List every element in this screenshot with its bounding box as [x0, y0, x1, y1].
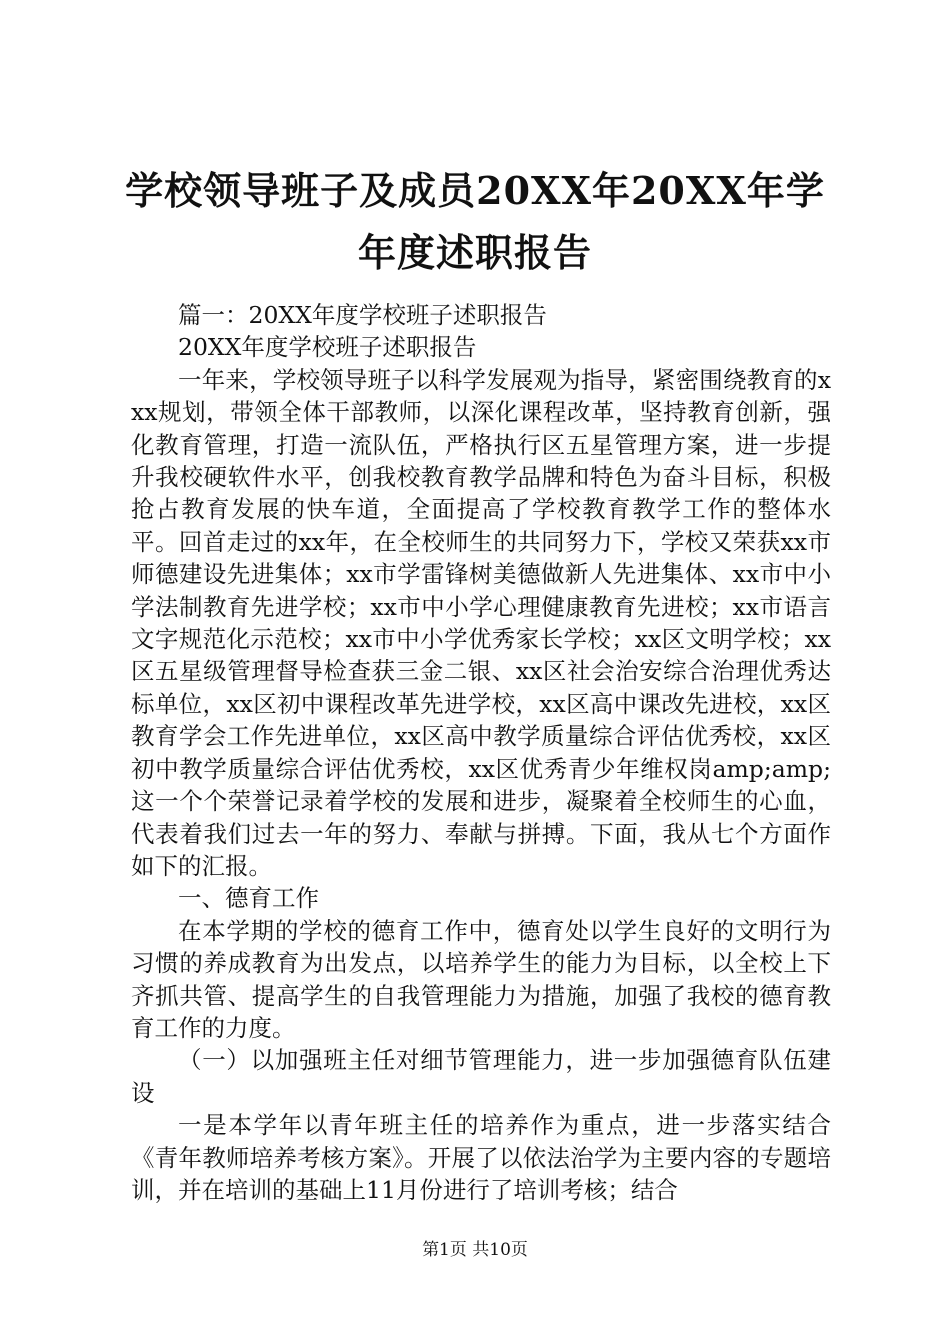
document-body [131, 299, 831, 1206]
paragraph: 一年来，学校领导班子以科学发展观为指导，紧密围绕教育的xxx规划，带领全体干部教师，以深化课程改革，坚持教育创新，强化教育管理，打造一流队伍，严格执行区五星管理方案，进一步提升我校硬软件水平，创我校教育教学品牌和特色为奋斗目标，积极抢占教育发展的快车道，全面提高了学校教育教学工作的整体水平。回首走过的xx年，在全校师生的共同努力下，学校又荣获xx市师德建设先进集体；xx市学雷锋树美德做新人先进集体、xx市中小学法制教育先进学校；xx市中小学心理健康教育先进校；xx市语言文字规范化示范校；xx市中小学优秀家长学校；xx区文明学校；xx区五星级管理督导检查获三金二银、xx区社会治安综合治理优秀达标单位，xx区初中课程改革先进学校，xx区高中课改先进校，xx区教育学会工作先进单位，xx区高中教学质量综合评估优秀校，xx区初中教学质量综合评估优秀校，xx区优秀青少年维权岗amp;amp;这一个个荣誉记录着学校的发展和进步，凝聚着全校师生的心血，代表着我们过去一年的努力、奉献与拼搏。下面，我从七个方面作如下的汇报。 [131, 365, 831, 880]
paragraph: 在本学期的学校的德育工作中，德育处以学生良好的文明行为习惯的养成教育为出发点，以培养学生的能力为目标，以全校上下齐抓共管、提高学生的自我管理能力为措施，加强了我校的德育教育工作的力度。 [131, 916, 831, 1042]
page-number: 第1页 共10页 [422, 1240, 528, 1260]
document-title: 学校领导班子及成员20XX年20XX年学年度述职报告 [125, 168, 825, 275]
sub-heading: （一）以加强班主任对细节管理能力，进一步加强德育队伍建设 [131, 1046, 831, 1107]
section-heading: 篇一：20XX年度学校班子述职报告 [178, 301, 547, 329]
sub-heading: 20XX年度学校班子述职报告 [178, 333, 477, 362]
section-heading: 一、德育工作 [178, 884, 319, 913]
paragraph: 一是本学年以青年班主任的培养作为重点，进一步落实结合《青年教师培养考核方案》。开展了以依法治学为主要内容的专题培训，并在培训的基础上11月份进行了培训考核；结合 [131, 1111, 831, 1204]
